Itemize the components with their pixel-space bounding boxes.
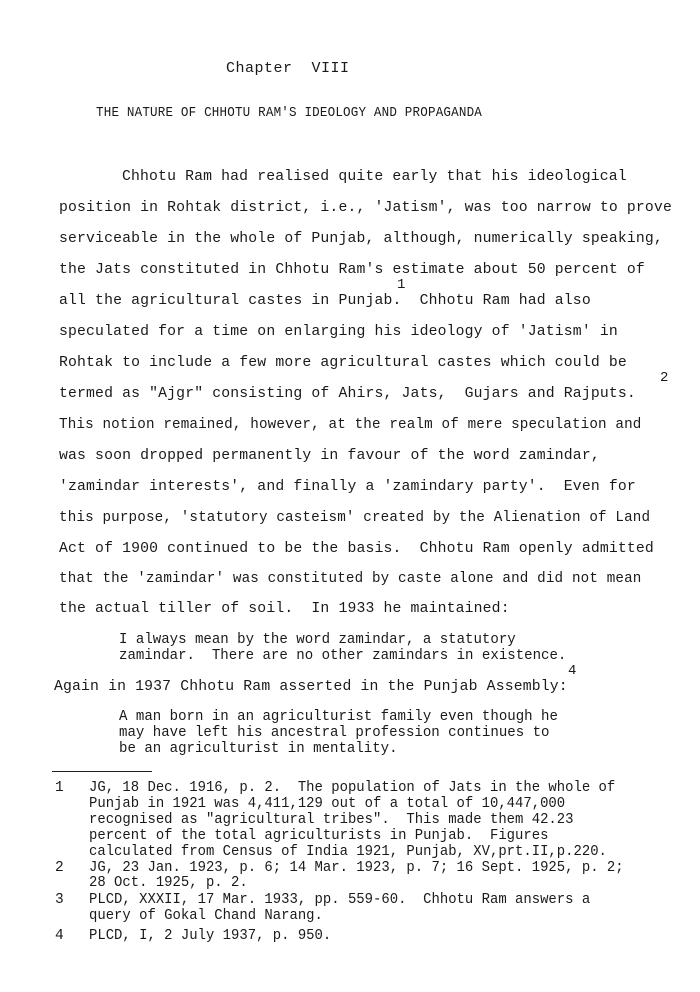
quote-line: may have left his ancestral profession continues to [119, 725, 550, 741]
quote-line: zamindar. There are no other zamindars in existence. [119, 648, 567, 664]
footnote-number: 2 [55, 860, 64, 876]
body-line: This notion remained, however, at the realm of mere speculation and [59, 416, 642, 433]
body-line: termed as "Ajgr" consisting of Ahirs, Jats, Gujars and Rajputs. [59, 385, 636, 402]
body-line: all the agricultural castes in Punjab. Chhotu Ram had also [59, 292, 591, 309]
footnote-line: PLCD, I, 2 July 1937, p. 950. [89, 928, 332, 944]
footnote-line: calculated from Census of India 1921, Punjab, XV,prt.II,p.220. [89, 844, 607, 860]
footnote-number: 3 [55, 892, 64, 908]
body-line: the Jats constituted in Chhotu Ram's estimate about 50 percent of [59, 261, 645, 278]
quote-line: A man born in an agriculturist family even though he [119, 709, 558, 725]
footnote-marker-2: 2 [660, 370, 669, 386]
footnote-line: 28 Oct. 1925, p. 2. [89, 875, 248, 891]
footnote-line: JG, 23 Jan. 1923, p. 6; 14 Mar. 1923, p. 7; 16 Sept. 1925, p. 2; [89, 860, 624, 876]
body-line: Act of 1900 continued to be the basis. Chhotu Ram openly admitted [59, 540, 654, 557]
footnote-number: 4 [55, 928, 64, 944]
footnote-marker-1: 1 [397, 277, 406, 293]
footnote-divider [52, 771, 152, 772]
body-line: position in Rohtak district, i.e., 'Jatism', was too narrow to prove [59, 199, 672, 216]
chapter-heading: Chapter VIII [226, 60, 350, 77]
quote-line: be an agriculturist in mentality. [119, 741, 398, 757]
body-line: this purpose, 'statutory casteism' created by the Alienation of Land [59, 509, 651, 526]
body-line: speculated for a time on enlarging his ideology of 'Jatism' in [59, 323, 618, 340]
bridge-line: Again in 1937 Chhotu Ram asserted in the Punjab Assembly: [54, 678, 568, 695]
quote-line: I always mean by the word zamindar, a statutory [119, 632, 516, 648]
body-line: serviceable in the whole of Punjab, although, numerically speaking, [59, 230, 663, 247]
body-line: that the 'zamindar' was constituted by caste alone and did not mean [59, 570, 642, 587]
footnote-number: 1 [55, 780, 64, 796]
body-line: the actual tiller of soil. In 1933 he maintained: [59, 600, 510, 617]
footnote-line: Punjab in 1921 was 4,411,129 out of a total of 10,447,000 [89, 796, 566, 812]
footnote-line: percent of the total agriculturists in Punjab. Figures [89, 828, 549, 844]
footnote-line: PLCD, XXXII, 17 Mar. 1933, pp. 559-60. Chhotu Ram answers a [89, 892, 591, 908]
body-line: Chhotu Ram had realised quite early that his ideological [122, 168, 627, 185]
footnote-line: query of Gokal Chand Narang. [89, 908, 323, 924]
body-line: 'zamindar interests', and finally a 'zamindary party'. Even for [59, 478, 636, 495]
chapter-title: THE NATURE OF CHHOTU RAM'S IDEOLOGY AND PROPAGANDA [96, 106, 483, 121]
footnote-line: recognised as "agricultural tribes". This made them 42.23 [89, 812, 574, 828]
footnote-marker-4: 4 [568, 663, 577, 679]
body-line: was soon dropped permanently in favour of the word zamindar, [59, 447, 600, 464]
body-line: Rohtak to include a few more agricultural castes which could be [59, 354, 627, 371]
footnote-line: JG, 18 Dec. 1916, p. 2. The population of Jats in the whole of [89, 780, 616, 796]
